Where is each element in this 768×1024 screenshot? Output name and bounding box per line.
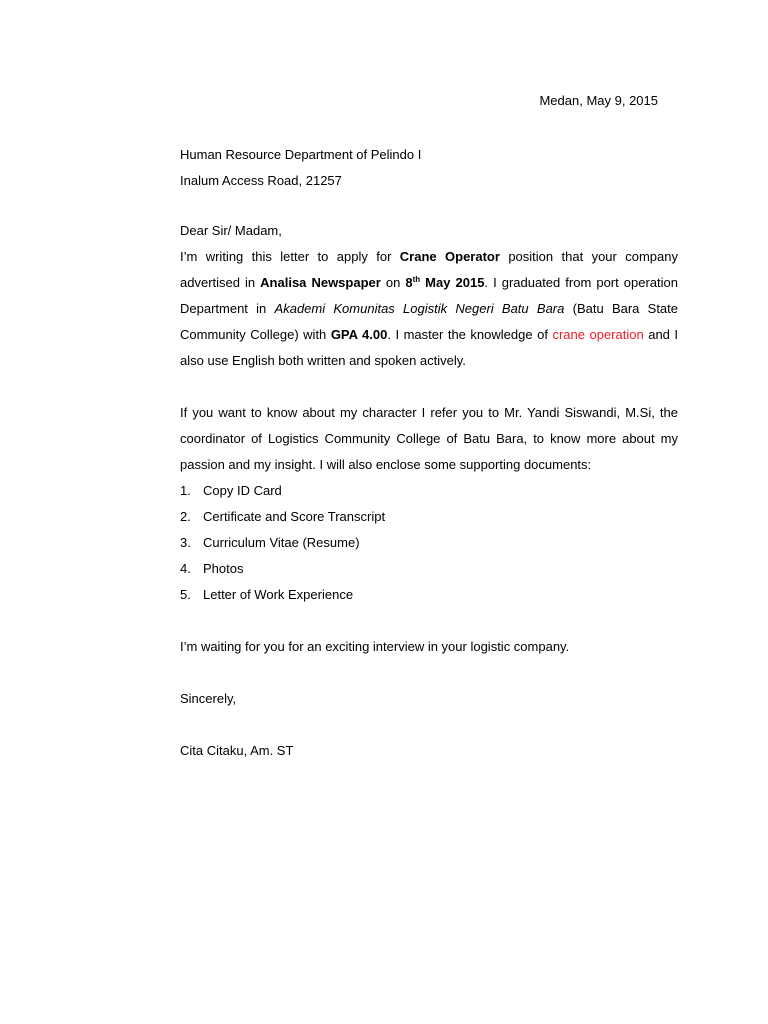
paragraph-reference	[180, 400, 678, 478]
gpa: GPA 4.00	[330, 327, 388, 342]
valediction: Sincerely,	[180, 691, 237, 706]
list-item: 5. Letter of Work Experience	[180, 587, 354, 602]
list-item: 2. Certificate and Score Transcript	[180, 509, 386, 524]
paragraph-line: If you want to know about my character I refer you to Mr. Yandi Siswandi, M.Si, the	[180, 405, 678, 420]
signature-name: Cita Citaku, Am. ST	[180, 743, 294, 758]
recipient-department: Human Resource Department of Pelindo I	[180, 147, 422, 162]
institution-name: Akademi Komunitas Logistik Negeri Batu Bara	[274, 301, 565, 316]
documents-list	[180, 478, 678, 608]
salutation: Dear Sir/ Madam,	[180, 223, 282, 238]
paragraph-line: Department in Akademi Komunitas Logistik Negeri Batu Bara (Batu Bara State	[180, 301, 678, 316]
paragraph-line: coordinator of Logistics Community College of Batu Bara, to know more about my	[180, 431, 678, 446]
paragraph-line: also use English both written and spoken actively.	[180, 353, 466, 368]
newspaper-name: Analisa Newspaper	[260, 275, 381, 290]
paragraph-line: passion and my insight. I will also enclose some supporting documents:	[180, 457, 592, 472]
skill-highlight: crane operation	[552, 327, 644, 342]
recipient-street: Inalum Access Road, 21257	[180, 173, 342, 188]
position-name: Crane Operator	[399, 249, 500, 264]
list-item: 3. Curriculum Vitae (Resume)	[180, 535, 360, 550]
paragraph-line: advertised in Analisa Newspaper on 8th May 2015. I graduated from port operation	[180, 275, 678, 290]
paragraph-application	[180, 244, 678, 374]
paragraph-line: I’m writing this letter to apply for Crane Operator position that your company	[180, 249, 678, 264]
paragraph-line: Community College) with GPA 4.00. I master the knowledge of crane operation and I	[180, 327, 678, 342]
list-item: 1. Copy ID Card	[180, 483, 282, 498]
closing-line: I’m waiting for you for an exciting interview in your logistic company.	[180, 639, 570, 654]
letter-body	[180, 218, 678, 764]
letter-date: Medan, May 9, 2015	[539, 93, 658, 108]
ad-date: 8th May 2015	[405, 275, 485, 290]
list-item: 4. Photos	[180, 561, 244, 576]
recipient-address	[180, 142, 678, 194]
